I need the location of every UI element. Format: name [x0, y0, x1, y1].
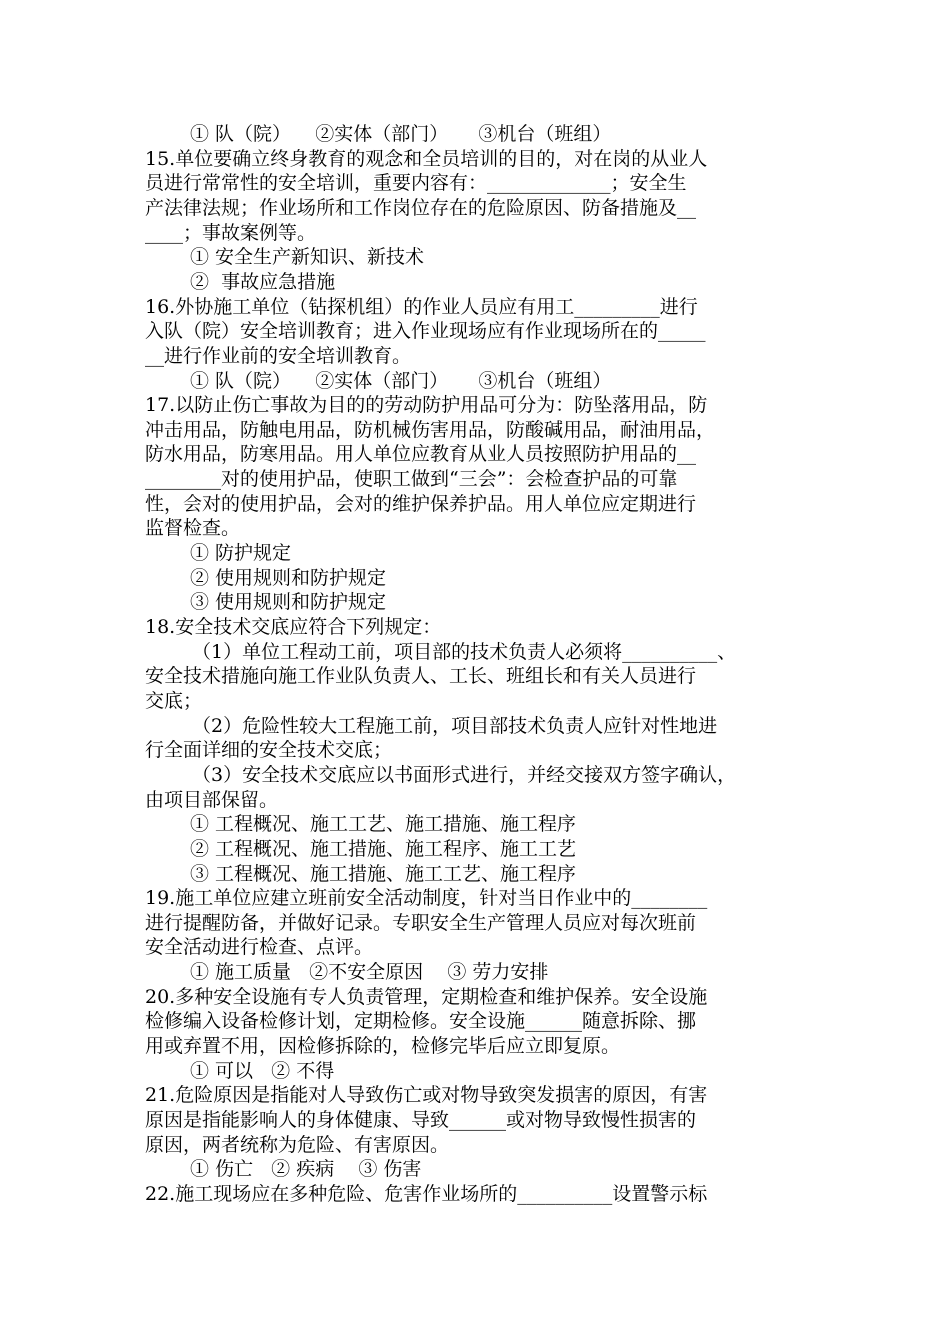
- answer-option-line: ① 施工质量 ②不安全原因 ③ 劳力安排: [190, 961, 549, 984]
- answer-option-line: ① 队（院） ②实体（部门） ③机台（班组）: [190, 369, 612, 392]
- question-line: 21.危险原因是指能对人导致伤亡或对物导致突发损害的原因，有害: [145, 1084, 708, 1107]
- text-line: 原因是指能影响人的身体健康、导致______或对物导致慢性损害的: [145, 1109, 697, 1131]
- text-line: 防水用品，防寒用品。用人单位应教育从业人员按照防护用品的__: [145, 443, 697, 466]
- answer-option-line: ① 工程概况、施工工艺、施工措施、施工程序: [190, 813, 577, 836]
- text-line: 产法律法规；作业场所和工作岗位存在的危险原因、防备措施及__: [145, 196, 697, 219]
- answer-option-line: ① 防护规定: [190, 542, 292, 565]
- text-line: 行全面详细的安全技术交底；: [145, 739, 393, 762]
- answer-option-line: ① 安全生产新知识、新技术: [190, 246, 425, 269]
- text-line: 原因，两者统称为危险、有害原因。: [145, 1133, 450, 1156]
- question-line: 15.单位要确立终身教育的观念和全员培训的目的，对在岗的从业人: [145, 147, 708, 170]
- sub-clause-line: （1）单位工程动工前，项目部的技术负责人必须将__________、: [192, 640, 737, 663]
- sub-clause-line: （2）危险性较大工程施工前，项目部技术负责人应针对性地进: [192, 714, 718, 737]
- text-line: 进行提醒防备，并做好记录。专职安全生产管理人员应对每次班前: [145, 911, 697, 934]
- sub-clause-line: （3）安全技术交底应以书面形式进行，并经交接双方签字确认，: [192, 763, 737, 786]
- text-line: 员进行常常性的安全培训，重要内容有：_____________；安全生: [145, 172, 687, 195]
- answer-option-line: ③ 使用规则和防护规定: [190, 591, 387, 614]
- answer-option-line: ① 队（院） ②实体（部门） ③机台（班组）: [190, 123, 612, 145]
- text-line: ____；事故案例等。: [145, 221, 317, 244]
- text-line: 用或弃置不用，因检修拆除的，检修完毕后应立即复原。: [145, 1035, 621, 1058]
- text-line: 冲击用品，防触电用品，防机械伤害用品，防酸碱用品，耐油用品，: [145, 418, 716, 441]
- text-line: 检修编入设备检修计划，定期检修。安全设施______随意拆除、挪: [145, 1010, 697, 1033]
- text-line: 性，会对的使用护品，会对的维护保养护品。用人单位应定期进行: [145, 492, 697, 515]
- answer-option-line: ③ 工程概况、施工措施、施工工艺、施工程序: [190, 862, 577, 885]
- answer-option-line: ② 使用规则和防护规定: [190, 566, 387, 589]
- answer-option-line: ① 可以 ② 不得: [190, 1059, 335, 1082]
- text-line: 安全技术措施向施工作业队负责人、工长、班组长和有关人员进行: [145, 665, 697, 688]
- question-line: 20.多种安全设施有专人负责管理，定期检查和维护保养。安全设施: [145, 985, 708, 1008]
- question-line: 17.以防止伤亡事故为目的的劳动防护用品可分为：防坠落用品，防: [145, 394, 708, 417]
- text-line: __进行作业前的安全培训教育。: [145, 344, 412, 367]
- answer-option-line: ② 工程概况、施工措施、施工程序、施工工艺: [190, 837, 577, 860]
- question-line: 16.外协施工单位（钻探机组）的作业人员应有用工_________进行: [145, 295, 698, 318]
- question-line: 18.安全技术交底应符合下列规定：: [145, 616, 442, 638]
- text-line: 监督检查。: [145, 517, 241, 540]
- answer-option-line: ① 伤亡 ② 疾病 ③ 伤害: [190, 1158, 422, 1181]
- question-line: 19.施工单位应建立班前安全活动制度，针对当日作业中的________: [145, 887, 708, 910]
- text-line: 由项目部保留。: [145, 788, 279, 811]
- answer-option-line: ② 事故应急措施: [190, 270, 336, 293]
- text-line: 交底；: [145, 689, 203, 712]
- text-line: 入队（院）安全培训教育；进入作业现场应有作业现场所在的_____: [145, 320, 706, 343]
- question-line: 22.施工现场应在多种危险、危害作业场所的__________设置警示标: [145, 1182, 708, 1205]
- text-line: 安全活动进行检查、点评。: [145, 936, 374, 959]
- text-line: ________对的使用护品，使职工做到“三会”：会检查护品的可靠: [145, 468, 678, 491]
